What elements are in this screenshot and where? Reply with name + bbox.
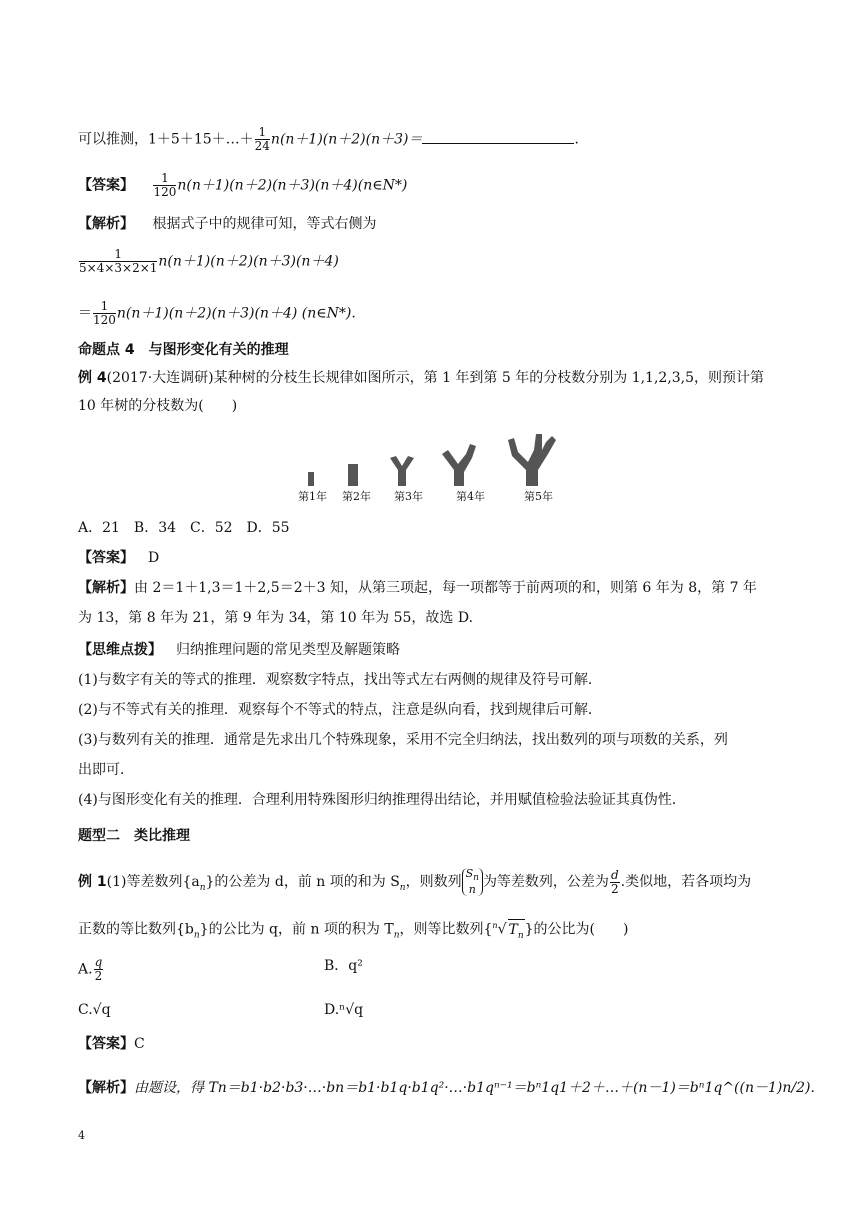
figure-label: 第1年 <box>298 490 327 503</box>
tip-item: 出即可． <box>78 762 134 778</box>
statement-prefix: 可以推测，1＋5＋15＋…＋ <box>78 131 254 148</box>
figure-label: 第4年 <box>456 490 485 503</box>
tree-illustrations <box>290 430 580 490</box>
answer-ex1: 【答案】C <box>78 1036 145 1052</box>
example-4: 例 4(2017·大连调研)某种树的分枝生长规律如图所示，第 1 年到第 5 年的分枝数分别为 1,1,2,3,5，则预计第 <box>78 370 765 386</box>
example-4-line2: 10 年树的分枝数为( ) <box>78 398 238 414</box>
tree-year-2 <box>348 464 358 486</box>
answer-1 <box>78 172 407 199</box>
analysis-text: 根据式子中的规律可知，等式右侧为 <box>152 216 377 232</box>
tip-item: (1)与数字有关的等式的推理．观察数字特点，找出等式左右两侧的规律及符号可解． <box>78 672 602 688</box>
analysis-1-formula: $\frac{1}{5\times 4\times 3\times 2\times 1}$ n(n＋1)(n＋2)(n＋3)(n＋4) <box>79 247 339 275</box>
tree-year-3 <box>390 456 414 486</box>
options-4: A．21 B．34 C．52 D．55 <box>78 520 290 536</box>
figure-label: 第2年 <box>342 490 371 503</box>
answer-blank <box>422 129 574 144</box>
analysis-1-result: ＝ $\frac{1}{120}$ n(n＋1)(n＋2)(n＋3)(n＋4) (n∈N*). <box>78 299 356 327</box>
fraction: $\frac{1}{24}$ <box>254 125 270 153</box>
figure-label: 第3年 <box>394 490 423 503</box>
analysis-1 <box>78 214 376 234</box>
example-label: 例 4 <box>78 370 107 386</box>
option-d: D.ⁿ√q <box>324 1002 364 1018</box>
tip-item: (4)与图形变化有关的推理．合理利用特殊图形归纳推理得出结论，并用赋值检验法验证其真伪性． <box>78 792 686 808</box>
analysis-ex1: 【解析】由题设，得 Tn＝b1·b2·b3·…·bn＝b1·b1q·b1q²·…·b1qⁿ⁻¹＝bⁿ1q1＋2＋…＋(n－1)＝bⁿ1q^((n－1)n/2). <box>78 1080 815 1096</box>
tree-year-4 <box>442 444 476 486</box>
statement-suffix: n(n＋1)(n＋2)(n＋3)＝ <box>270 131 423 148</box>
example-1: 例 1(1)等差数列$\{a_n\}$的公差为 d，前 n 项的和为 $S_n$，则数列$S_n$ n 为等差数列，公差为 $\frac{d}{2}$ .类似地，若各项均为 <box>78 867 752 897</box>
tip-item: (2)与不等式有关的推理．观察每个不等式的特点，注意是纵向看，找到规律后可解． <box>78 702 602 718</box>
tip-item: (3)与数列有关的推理．通常是先求出几个特殊现象，采用不完全归纳法，找出数列的项与项数的关系，列 <box>78 732 728 748</box>
answer-expr: n(n＋1)(n＋2)(n＋3)(n＋4)(n∈N*) <box>177 177 408 194</box>
analysis-4: 【解析】由 2＝1＋1,3＝1＋2,5＝2＋3 知，从第三项起，每一项都等于前两项的和，则第 6 年为 8，第 7 年 <box>78 580 757 596</box>
option-c: C.√q <box>78 1002 111 1018</box>
tree-year-5 <box>508 434 556 486</box>
figure-label: 第5年 <box>524 490 553 503</box>
analysis-4-line2: 为 13，第 8 年为 21，第 9 年为 34，第 10 年为 55，故选 D. <box>78 610 474 626</box>
example-1-line2: 正数的等比数列$\{b_n\}$的公比为 q，前 n 项的积为 $T_n$，则等比数列{$^n$√ $T_n$}的公比为( ) <box>78 916 628 945</box>
inference-statement: 可以推测，1＋5＋15＋…＋ $\frac{1}{24}$ n(n＋1)(n＋2)(n＋3)＝ . <box>78 125 579 153</box>
option-a: A. $\frac{q}{2}$ <box>78 955 103 983</box>
fraction: $\frac{1}{120}$ <box>93 299 116 327</box>
fraction: $\frac{1}{5\times 4\times 3\times 2\times 1}$ <box>79 247 158 275</box>
answer-label: 【答案】 <box>78 177 134 194</box>
section-heading: 命题点 4 与图形变化有关的推理 <box>78 342 289 358</box>
section-heading: 题型二 类比推理 <box>78 828 190 844</box>
fraction: $\frac{d}{2}$ <box>610 867 619 896</box>
thinking-tip: 【思维点拨】 归纳推理问题的常见类型及解题策略 <box>78 642 400 658</box>
tree-year-1 <box>308 472 314 486</box>
analysis-label: 【解析】 <box>78 216 134 232</box>
fraction: $\frac{1}{120}$ <box>153 171 177 199</box>
sequence-brace: $S_n$ n <box>462 868 483 896</box>
answer-4: 【答案】 D <box>78 550 160 566</box>
tree-growth-figure <box>290 430 580 506</box>
page-number: 4 <box>78 1129 85 1142</box>
option-b: B．q² <box>324 958 363 974</box>
